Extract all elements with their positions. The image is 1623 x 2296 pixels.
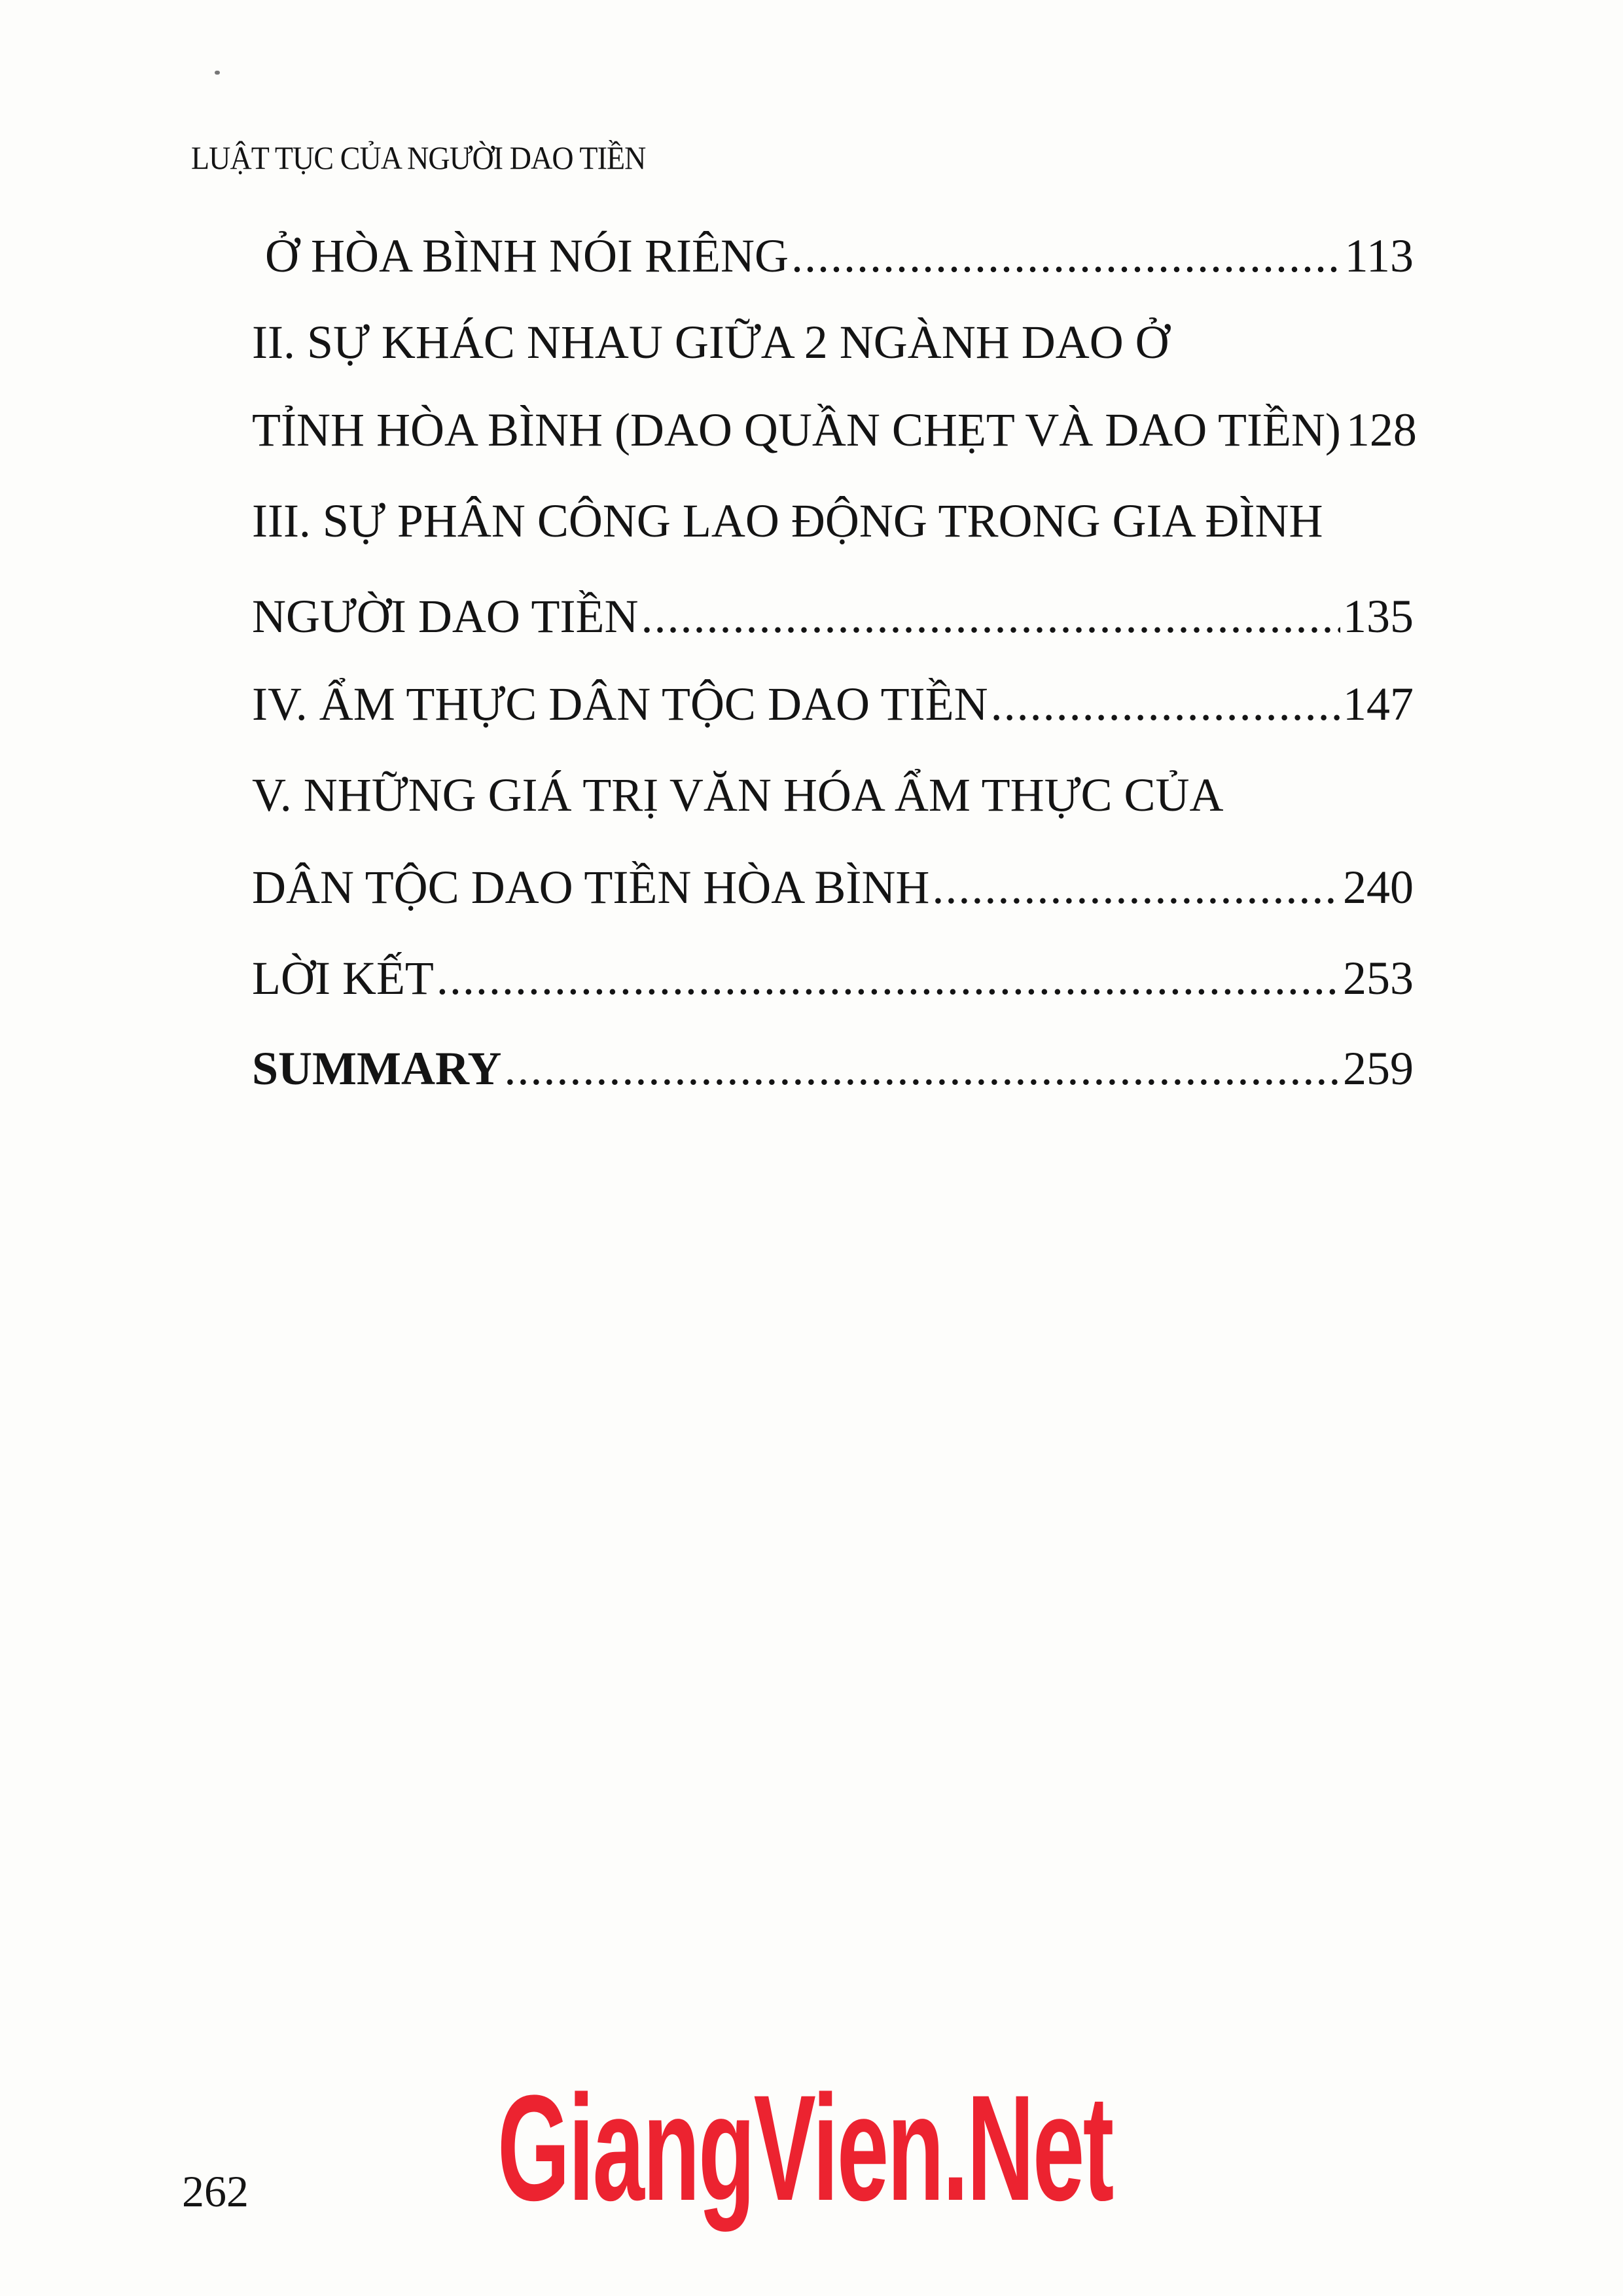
toc-entry[interactable] xyxy=(252,951,1414,1006)
toc-entry[interactable] xyxy=(252,229,1414,283)
page-number: 262 xyxy=(182,2166,249,2216)
toc-leader xyxy=(991,677,1340,732)
toc-entry-title: V. NHỮNG GIÁ TRỊ VĂN HÓA ẨM THỰC CỦA xyxy=(252,769,1224,821)
toc-leader xyxy=(641,590,1340,644)
toc-entry-page: 147 xyxy=(1343,678,1414,730)
running-header: LUẬT TỤC CỦA NGƯỜI DAO TIỀN xyxy=(191,139,646,176)
toc-entry[interactable] xyxy=(252,315,1414,370)
toc-entry-title: DÂN TỘC DAO TIỀN HÒA BÌNH xyxy=(252,861,930,913)
scan-speck xyxy=(215,71,220,75)
watermark-logo: GiangVien.Net xyxy=(497,2064,1113,2232)
toc-leader xyxy=(932,860,1340,915)
toc-entry-title: III. SỰ PHÂN CÔNG LAO ĐỘNG TRONG GIA ĐÌNH xyxy=(252,495,1323,547)
toc-entry[interactable] xyxy=(252,768,1414,822)
toc-leader xyxy=(437,951,1340,1006)
toc-leader xyxy=(504,1042,1340,1096)
toc-entry-page: 135 xyxy=(1343,590,1414,643)
toc-entry-page: 259 xyxy=(1343,1042,1414,1095)
toc-entry-title: LỜI KẾT xyxy=(252,952,434,1004)
toc-entry[interactable] xyxy=(252,403,1417,457)
toc-entry-title: Ở HÒA BÌNH NÓI RIÊNG xyxy=(265,230,789,282)
toc-entry[interactable] xyxy=(252,494,1414,548)
toc-entry[interactable] xyxy=(252,590,1414,644)
toc-entry-page: 128 xyxy=(1346,404,1417,456)
toc-leader xyxy=(791,229,1342,283)
toc-entry[interactable] xyxy=(252,860,1414,915)
toc-entry[interactable] xyxy=(252,677,1414,732)
toc-entry-page: 253 xyxy=(1343,952,1414,1004)
toc-entry-title: II. SỰ KHÁC NHAU GIỮA 2 NGÀNH DAO Ở xyxy=(252,316,1169,368)
toc-entry-page: 240 xyxy=(1343,861,1414,913)
toc-entry-title: TỈNH HÒA BÌNH (DAO QUẦN CHẸT VÀ DAO TIỀN) xyxy=(252,404,1341,456)
toc-entry[interactable] xyxy=(252,1042,1414,1096)
toc-entry-title: NGƯỜI DAO TIỀN xyxy=(252,590,639,643)
toc-entry-page: 113 xyxy=(1344,230,1414,282)
toc-entry-title: SUMMARY xyxy=(252,1042,502,1095)
toc-entry-title: IV. ẨM THỰC DÂN TỘC DAO TIỀN xyxy=(252,678,988,730)
